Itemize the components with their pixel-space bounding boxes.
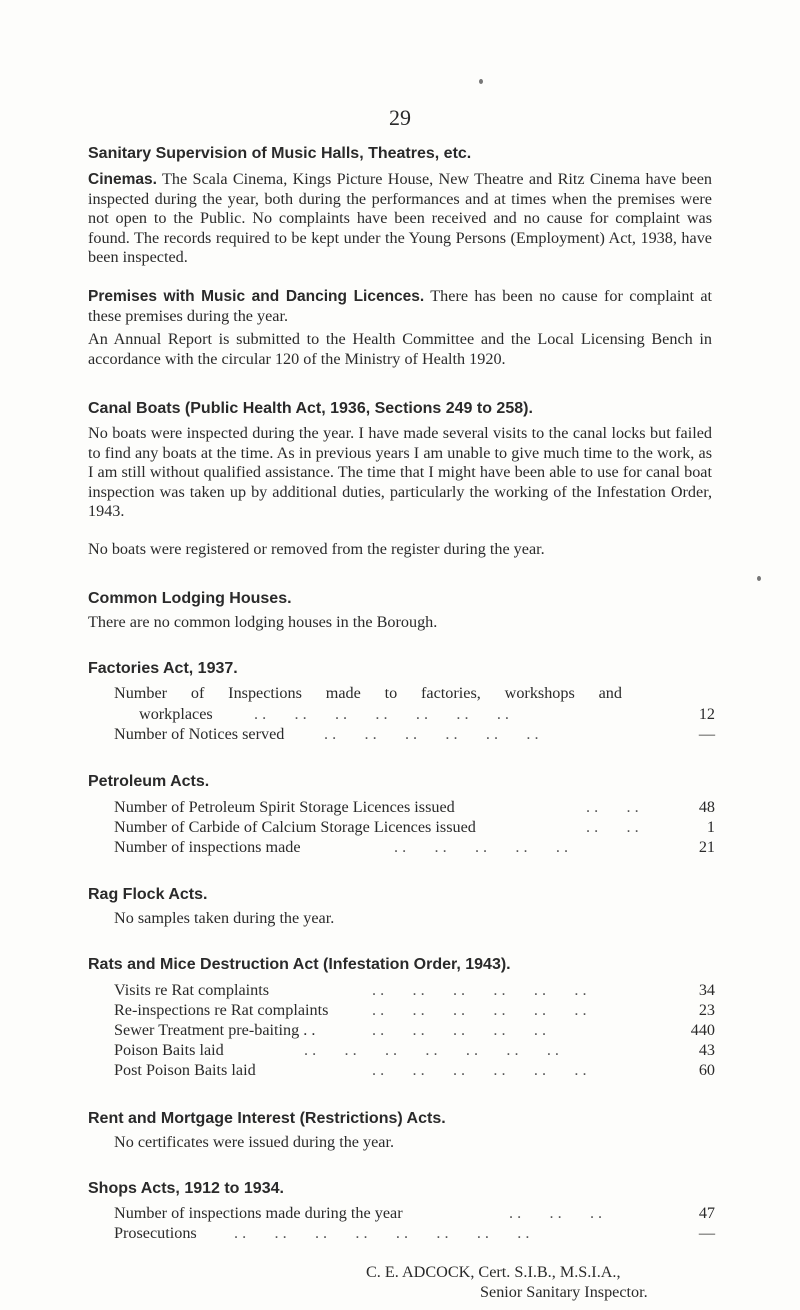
- rag-flock-text: No samples taken during the year.: [114, 909, 335, 927]
- factories-row-2: [114, 724, 714, 744]
- leader-dots: . . . . . . . . . . . . . .: [254, 705, 509, 723]
- petroleum-row: [114, 797, 714, 817]
- factories-row-1: [114, 704, 714, 724]
- signature-name: C. E. ADCOCK, Cert. S.I.B., M.S.I.A.,: [366, 1263, 621, 1281]
- canal-boats-paragraph: [88, 424, 712, 522]
- canal-boats-text: No boats were inspected during the year. I have made several visits to the canal locks but failed to find any boats at the time. As in previous years I am unable to give much time to the work, as I am still without qualified assistance. The time that I might have been able to use for canal boat inspection was taken up by additional duties, particularly the working of the Infestation Order, 1943.: [88, 424, 712, 520]
- leader-dots: . . . . . . . . . . . . . .: [304, 1041, 559, 1059]
- rag-flock-heading: Rag Flock Acts.: [88, 886, 208, 903]
- shops-row: [114, 1203, 714, 1223]
- scan-mark: [479, 79, 483, 84]
- leader-dots: . . . . . . . . . . . .: [372, 1001, 587, 1019]
- rats-mice-row-value: 23: [698, 1001, 715, 1019]
- leader-dots: . . . . . . . . . .: [372, 1021, 547, 1039]
- factories-row1-label-a: Number of Inspections made to factories, workshops and: [114, 684, 622, 702]
- shops-row-value: —: [698, 1224, 715, 1242]
- rats-mice-row-value: 43: [698, 1041, 715, 1059]
- petroleum-row-value: 21: [698, 838, 715, 856]
- music-dancing-text: There has been no cause for complaint at these premises during the year.: [88, 287, 712, 325]
- rats-mice-row: [114, 1040, 714, 1060]
- leader-dots: . . . . . . . . . . . .: [372, 981, 587, 999]
- music-dancing-paragraph-2: [88, 330, 712, 369]
- factories-heading: Factories Act, 1937.: [88, 660, 238, 677]
- petroleum-row: [114, 837, 714, 857]
- rats-mice-row-label: Post Poison Baits laid: [114, 1061, 256, 1079]
- rent-text: No certificates were issued during the year.: [114, 1133, 395, 1151]
- petroleum-row-value: 48: [698, 798, 715, 816]
- page-number: 29: [389, 105, 411, 130]
- petroleum-row-label: Number of Carbide of Calcium Storage Licences issued: [114, 818, 476, 836]
- lodging-heading: Common Lodging Houses.: [88, 590, 292, 607]
- main-heading: Sanitary Supervision of Music Halls, Theatres, etc.: [88, 145, 472, 162]
- petroleum-row: [114, 817, 714, 837]
- cinemas-paragraph: [88, 170, 712, 268]
- rats-mice-row: [114, 1020, 714, 1040]
- factories-row1-label-b: workplaces: [139, 705, 213, 723]
- canal-boats-text-2: No boats were registered or removed from the register during the year.: [88, 540, 545, 558]
- music-dancing-heading: Premises with Music and Dancing Licences.: [88, 288, 425, 305]
- leader-dots: . . . . . . . . . . . .: [372, 1061, 587, 1079]
- leader-dots: . . . .: [586, 818, 639, 836]
- factories-row1-value: 12: [698, 705, 715, 723]
- rats-mice-row-label: Visits re Rat complaints: [114, 981, 270, 999]
- factories-row2-value: —: [698, 725, 715, 743]
- canal-boats-paragraph-2: [88, 540, 712, 560]
- rats-mice-row-label: Poison Baits laid: [114, 1041, 224, 1059]
- leader-dots: . . . . . . . . . .: [394, 838, 569, 856]
- petroleum-row-label: Number of Petroleum Spirit Storage Licences issued: [114, 798, 455, 816]
- rats-mice-row: [114, 980, 714, 1000]
- shops-row-label: Prosecutions: [114, 1224, 197, 1242]
- lodging-text: There are no common lodging houses in the Borough.: [88, 613, 438, 631]
- petroleum-heading: Petroleum Acts.: [88, 773, 210, 790]
- shops-heading: Shops Acts, 1912 to 1934.: [88, 1180, 284, 1197]
- petroleum-row-label: Number of inspections made: [114, 838, 301, 856]
- rats-mice-heading: Rats and Mice Destruction Act (Infestation Order, 1943).: [88, 956, 511, 973]
- leader-dots: . . . . . . . . . . . .: [324, 725, 539, 743]
- scan-mark: [757, 576, 761, 581]
- shops-row-label: Number of inspections made during the year: [114, 1204, 403, 1222]
- canal-boats-heading: Canal Boats (Public Health Act, 1936, Sections 249 to 258).: [88, 400, 533, 417]
- leader-dots: . . . .: [586, 798, 639, 816]
- cinemas-text: The Scala Cinema, Kings Picture House, New Theatre and Ritz Cinema have been inspected during the year, both during the performances and at times when the premises were not open to the Public. No complaints have been received and no cause for complaint was found. The records required to be kept under the Young Persons (Employment) Act, 1938, have been inspected.: [88, 170, 712, 266]
- leader-dots: . . . . . .: [509, 1204, 603, 1222]
- lodging-paragraph: [88, 613, 712, 633]
- cinemas-heading: Cinemas.: [88, 171, 157, 188]
- music-dancing-text-2: An Annual Report is submitted to the Health Committee and the Local Licensing Bench in accordance with the circular 120 of the Ministry of Health 1920.: [88, 330, 712, 368]
- rats-mice-row-label: Re-inspections re Rat complaints: [114, 1001, 329, 1019]
- shops-row-value: 47: [698, 1204, 715, 1222]
- rats-mice-row-label: Sewer Treatment pre-baiting . .: [114, 1021, 316, 1039]
- signature-title: Senior Sanitary Inspector.: [480, 1283, 648, 1301]
- rent-heading: Rent and Mortgage Interest (Restrictions) Acts.: [88, 1110, 446, 1127]
- rats-mice-row: [114, 1060, 714, 1080]
- leader-dots: . . . . . . . . . . . . . . . .: [234, 1224, 530, 1242]
- factories-row2-label: Number of Notices served: [114, 725, 285, 743]
- rats-mice-row: [114, 1000, 714, 1020]
- rats-mice-row-value: 34: [698, 981, 715, 999]
- rats-mice-row-value: 60: [698, 1061, 715, 1079]
- rats-mice-row-value: 440: [690, 1021, 715, 1039]
- shops-row: [114, 1223, 714, 1243]
- music-dancing-paragraph: [88, 287, 712, 326]
- petroleum-row-value: 1: [706, 818, 715, 836]
